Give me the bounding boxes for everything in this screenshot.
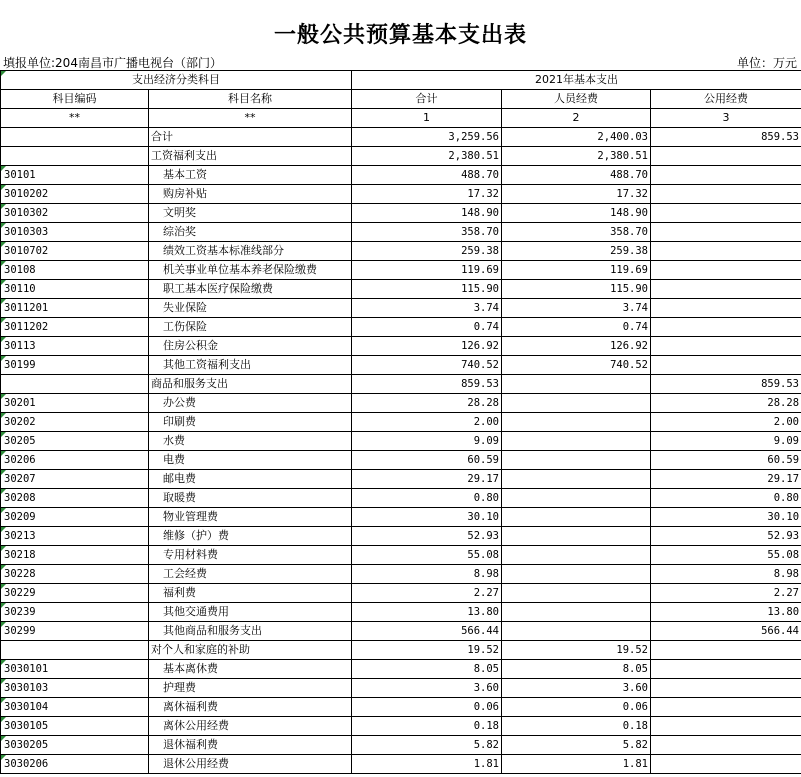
row-code-cell: [1, 641, 149, 660]
row-name-cell: 绩效工资基本标准线部分: [149, 242, 352, 261]
row-personnel-cell: [502, 451, 651, 470]
row-code-cell: 30101: [1, 166, 149, 185]
table-row: [1, 622, 801, 641]
row-code-cell: 30228: [1, 565, 149, 584]
table-row: [1, 546, 801, 565]
header-column-row: [1, 90, 801, 109]
row-total-cell: 52.93: [352, 527, 502, 546]
row-public-cell: 30.10: [651, 508, 801, 527]
row-public-cell: 55.08: [651, 546, 801, 565]
row-public-cell: [651, 261, 801, 280]
row-name-cell: 福利费: [149, 584, 352, 603]
row-name-cell: 工资福利支出: [149, 147, 352, 166]
row-name-cell: 工伤保险: [149, 318, 352, 337]
row-public-cell: [651, 755, 801, 774]
row-personnel-cell: [502, 546, 651, 565]
table-row: [1, 375, 801, 394]
row-total-cell: 13.80: [352, 603, 502, 622]
row-total-cell: 126.92: [352, 337, 502, 356]
row-code-cell: 3011202: [1, 318, 149, 337]
row-total-cell: 8.98: [352, 565, 502, 584]
row-name-cell: 基本工资: [149, 166, 352, 185]
row-code-cell: 3010302: [1, 204, 149, 223]
row-total-cell: 119.69: [352, 261, 502, 280]
row-total-cell: 30.10: [352, 508, 502, 527]
table-row: [1, 356, 801, 375]
row-personnel-cell: 1.81: [502, 755, 651, 774]
row-total-cell: 2.27: [352, 584, 502, 603]
header-basic-expenditure: 2021年基本支出: [352, 71, 801, 90]
row-public-cell: [651, 280, 801, 299]
table-row: [1, 565, 801, 584]
row-total-cell: 8.05: [352, 660, 502, 679]
row-total-cell: 488.70: [352, 166, 502, 185]
row-total-cell: 19.52: [352, 641, 502, 660]
header-personnel: 人员经费: [502, 90, 651, 109]
row-public-cell: [651, 147, 801, 166]
row-public-cell: [651, 204, 801, 223]
row-code-cell: [1, 128, 149, 147]
table-row: [1, 299, 801, 318]
row-name-cell: 其他商品和服务支出: [149, 622, 352, 641]
row-name-cell: 退休公用经费: [149, 755, 352, 774]
row-personnel-cell: 358.70: [502, 223, 651, 242]
row-total-cell: 358.70: [352, 223, 502, 242]
table-row: [1, 508, 801, 527]
row-name-cell: 失业保险: [149, 299, 352, 318]
row-name-cell: 合计: [149, 128, 352, 147]
row-code-cell: 30206: [1, 451, 149, 470]
table-row: [1, 223, 801, 242]
row-public-cell: [651, 242, 801, 261]
row-name-cell: 维修（护）费: [149, 527, 352, 546]
row-personnel-cell: [502, 527, 651, 546]
row-public-cell: 859.53: [651, 375, 801, 394]
row-name-cell: 文明奖: [149, 204, 352, 223]
row-public-cell: 13.80: [651, 603, 801, 622]
row-public-cell: [651, 698, 801, 717]
table-row: [1, 660, 801, 679]
row-name-cell: 基本离休费: [149, 660, 352, 679]
row-personnel-cell: [502, 375, 651, 394]
row-total-cell: 859.53: [352, 375, 502, 394]
row-name-cell: 住房公积金: [149, 337, 352, 356]
row-public-cell: [651, 318, 801, 337]
row-total-cell: 0.18: [352, 717, 502, 736]
header-col2: 2: [502, 109, 651, 128]
row-personnel-cell: [502, 394, 651, 413]
row-personnel-cell: [502, 508, 651, 527]
row-public-cell: [651, 660, 801, 679]
table-row: [1, 641, 801, 660]
row-personnel-cell: 488.70: [502, 166, 651, 185]
header-col3: 3: [651, 109, 801, 128]
row-personnel-cell: 740.52: [502, 356, 651, 375]
table-row: [1, 280, 801, 299]
row-public-cell: 28.28: [651, 394, 801, 413]
row-personnel-cell: [502, 565, 651, 584]
row-total-cell: 0.06: [352, 698, 502, 717]
row-personnel-cell: 8.05: [502, 660, 651, 679]
row-personnel-cell: 259.38: [502, 242, 651, 261]
row-code-cell: 3010303: [1, 223, 149, 242]
table-row: [1, 679, 801, 698]
row-code-cell: 30229: [1, 584, 149, 603]
header-code-mark: **: [1, 109, 149, 128]
row-public-cell: [651, 185, 801, 204]
row-code-cell: 3030105: [1, 717, 149, 736]
row-personnel-cell: 3.74: [502, 299, 651, 318]
table-row: [1, 394, 801, 413]
row-code-cell: 30299: [1, 622, 149, 641]
table-row: [1, 242, 801, 261]
row-personnel-cell: 3.60: [502, 679, 651, 698]
row-name-cell: 对个人和家庭的补助: [149, 641, 352, 660]
row-personnel-cell: [502, 432, 651, 451]
row-code-cell: 3030104: [1, 698, 149, 717]
row-total-cell: 60.59: [352, 451, 502, 470]
row-personnel-cell: 2,400.03: [502, 128, 651, 147]
row-public-cell: 9.09: [651, 432, 801, 451]
row-total-cell: 9.09: [352, 432, 502, 451]
row-total-cell: 0.74: [352, 318, 502, 337]
row-public-cell: [651, 356, 801, 375]
row-name-cell: 工会经费: [149, 565, 352, 584]
header-col1: 1: [352, 109, 502, 128]
row-name-cell: 电费: [149, 451, 352, 470]
row-public-cell: 0.80: [651, 489, 801, 508]
row-personnel-cell: 19.52: [502, 641, 651, 660]
page-title: 一般公共预算基本支出表: [273, 23, 527, 48]
row-public-cell: [651, 736, 801, 755]
row-public-cell: [651, 299, 801, 318]
row-personnel-cell: [502, 584, 651, 603]
table-row: [1, 470, 801, 489]
header-name: 科目名称: [149, 90, 352, 109]
table-row: [1, 318, 801, 337]
row-personnel-cell: [502, 603, 651, 622]
row-name-cell: 机关事业单位基本养老保险缴费: [149, 261, 352, 280]
row-personnel-cell: [502, 489, 651, 508]
row-total-cell: 28.28: [352, 394, 502, 413]
row-public-cell: 2.00: [651, 413, 801, 432]
table-row: [1, 755, 801, 774]
table-row: [1, 128, 801, 147]
row-name-cell: 专用材料费: [149, 546, 352, 565]
table-row: [1, 603, 801, 622]
row-name-cell: 购房补贴: [149, 185, 352, 204]
row-public-cell: [651, 679, 801, 698]
table-row: [1, 736, 801, 755]
row-public-cell: [651, 223, 801, 242]
row-name-cell: 离休公用经费: [149, 717, 352, 736]
row-code-cell: 30110: [1, 280, 149, 299]
row-code-cell: 3011201: [1, 299, 149, 318]
table-row: [1, 337, 801, 356]
row-personnel-cell: 5.82: [502, 736, 651, 755]
row-code-cell: 30208: [1, 489, 149, 508]
row-code-cell: 30239: [1, 603, 149, 622]
row-total-cell: 1.81: [352, 755, 502, 774]
row-public-cell: 52.93: [651, 527, 801, 546]
budget-table: [0, 70, 801, 774]
table-row: [1, 527, 801, 546]
row-code-cell: 3010202: [1, 185, 149, 204]
row-total-cell: 29.17: [352, 470, 502, 489]
row-code-cell: 3030205: [1, 736, 149, 755]
row-personnel-cell: 126.92: [502, 337, 651, 356]
table-row: [1, 166, 801, 185]
row-personnel-cell: [502, 470, 651, 489]
table-row: [1, 584, 801, 603]
row-personnel-cell: [502, 413, 651, 432]
row-personnel-cell: 115.90: [502, 280, 651, 299]
table-row: [1, 432, 801, 451]
row-name-cell: 护理费: [149, 679, 352, 698]
row-personnel-cell: [502, 622, 651, 641]
row-code-cell: 30201: [1, 394, 149, 413]
row-total-cell: 148.90: [352, 204, 502, 223]
row-code-cell: 3010702: [1, 242, 149, 261]
row-name-cell: 办公费: [149, 394, 352, 413]
header-code: 科目编码: [1, 90, 149, 109]
row-public-cell: 566.44: [651, 622, 801, 641]
row-total-cell: 0.80: [352, 489, 502, 508]
row-personnel-cell: 119.69: [502, 261, 651, 280]
table-row: [1, 698, 801, 717]
row-code-cell: 30213: [1, 527, 149, 546]
header-public: 公用经费: [651, 90, 801, 109]
row-personnel-cell: 0.74: [502, 318, 651, 337]
row-name-cell: 邮电费: [149, 470, 352, 489]
currency-unit: 单位：万元: [736, 56, 797, 70]
header-name-mark: **: [149, 109, 352, 128]
row-public-cell: [651, 337, 801, 356]
row-total-cell: 566.44: [352, 622, 502, 641]
row-code-cell: 30207: [1, 470, 149, 489]
row-name-cell: 物业管理费: [149, 508, 352, 527]
row-code-cell: [1, 147, 149, 166]
filler-unit: 填报单位:204南昌市广播电视台（部门）: [3, 56, 222, 70]
row-name-cell: 取暖费: [149, 489, 352, 508]
table-row: [1, 489, 801, 508]
table-row: [1, 185, 801, 204]
table-row: [1, 413, 801, 432]
table-row: [1, 204, 801, 223]
row-personnel-cell: 0.06: [502, 698, 651, 717]
row-name-cell: 职工基本医疗保险缴费: [149, 280, 352, 299]
row-total-cell: 115.90: [352, 280, 502, 299]
row-code-cell: 30108: [1, 261, 149, 280]
table-row: [1, 147, 801, 166]
row-code-cell: [1, 375, 149, 394]
header-econ-class: 支出经济分类科目: [1, 71, 352, 90]
table-row: [1, 451, 801, 470]
header-total: 合计: [352, 90, 502, 109]
row-code-cell: 3030101: [1, 660, 149, 679]
row-public-cell: 2.27: [651, 584, 801, 603]
row-public-cell: 29.17: [651, 470, 801, 489]
row-code-cell: 30202: [1, 413, 149, 432]
row-code-cell: 30199: [1, 356, 149, 375]
row-public-cell: 60.59: [651, 451, 801, 470]
row-code-cell: 30205: [1, 432, 149, 451]
row-public-cell: 8.98: [651, 565, 801, 584]
row-code-cell: 3030103: [1, 679, 149, 698]
header-index-row: [1, 109, 801, 128]
row-name-cell: 退休福利费: [149, 736, 352, 755]
table-row: [1, 717, 801, 736]
row-code-cell: 30113: [1, 337, 149, 356]
row-public-cell: [651, 717, 801, 736]
row-total-cell: 5.82: [352, 736, 502, 755]
row-public-cell: [651, 166, 801, 185]
row-name-cell: 商品和服务支出: [149, 375, 352, 394]
table-row: [1, 261, 801, 280]
row-personnel-cell: 0.18: [502, 717, 651, 736]
row-total-cell: 2.00: [352, 413, 502, 432]
row-total-cell: 740.52: [352, 356, 502, 375]
row-total-cell: 55.08: [352, 546, 502, 565]
row-total-cell: 3.60: [352, 679, 502, 698]
row-personnel-cell: 148.90: [502, 204, 651, 223]
row-name-cell: 综治奖: [149, 223, 352, 242]
row-personnel-cell: 17.32: [502, 185, 651, 204]
row-name-cell: 水费: [149, 432, 352, 451]
row-total-cell: 2,380.51: [352, 147, 502, 166]
row-name-cell: 其他交通费用: [149, 603, 352, 622]
row-code-cell: 30209: [1, 508, 149, 527]
row-code-cell: 30218: [1, 546, 149, 565]
row-public-cell: [651, 641, 801, 660]
row-personnel-cell: 2,380.51: [502, 147, 651, 166]
row-name-cell: 印刷费: [149, 413, 352, 432]
row-total-cell: 259.38: [352, 242, 502, 261]
row-total-cell: 3,259.56: [352, 128, 502, 147]
row-total-cell: 3.74: [352, 299, 502, 318]
row-name-cell: 离休福利费: [149, 698, 352, 717]
row-total-cell: 17.32: [352, 185, 502, 204]
row-name-cell: 其他工资福利支出: [149, 356, 352, 375]
row-code-cell: 3030206: [1, 755, 149, 774]
header-group-row: [1, 71, 801, 90]
row-public-cell: 859.53: [651, 128, 801, 147]
